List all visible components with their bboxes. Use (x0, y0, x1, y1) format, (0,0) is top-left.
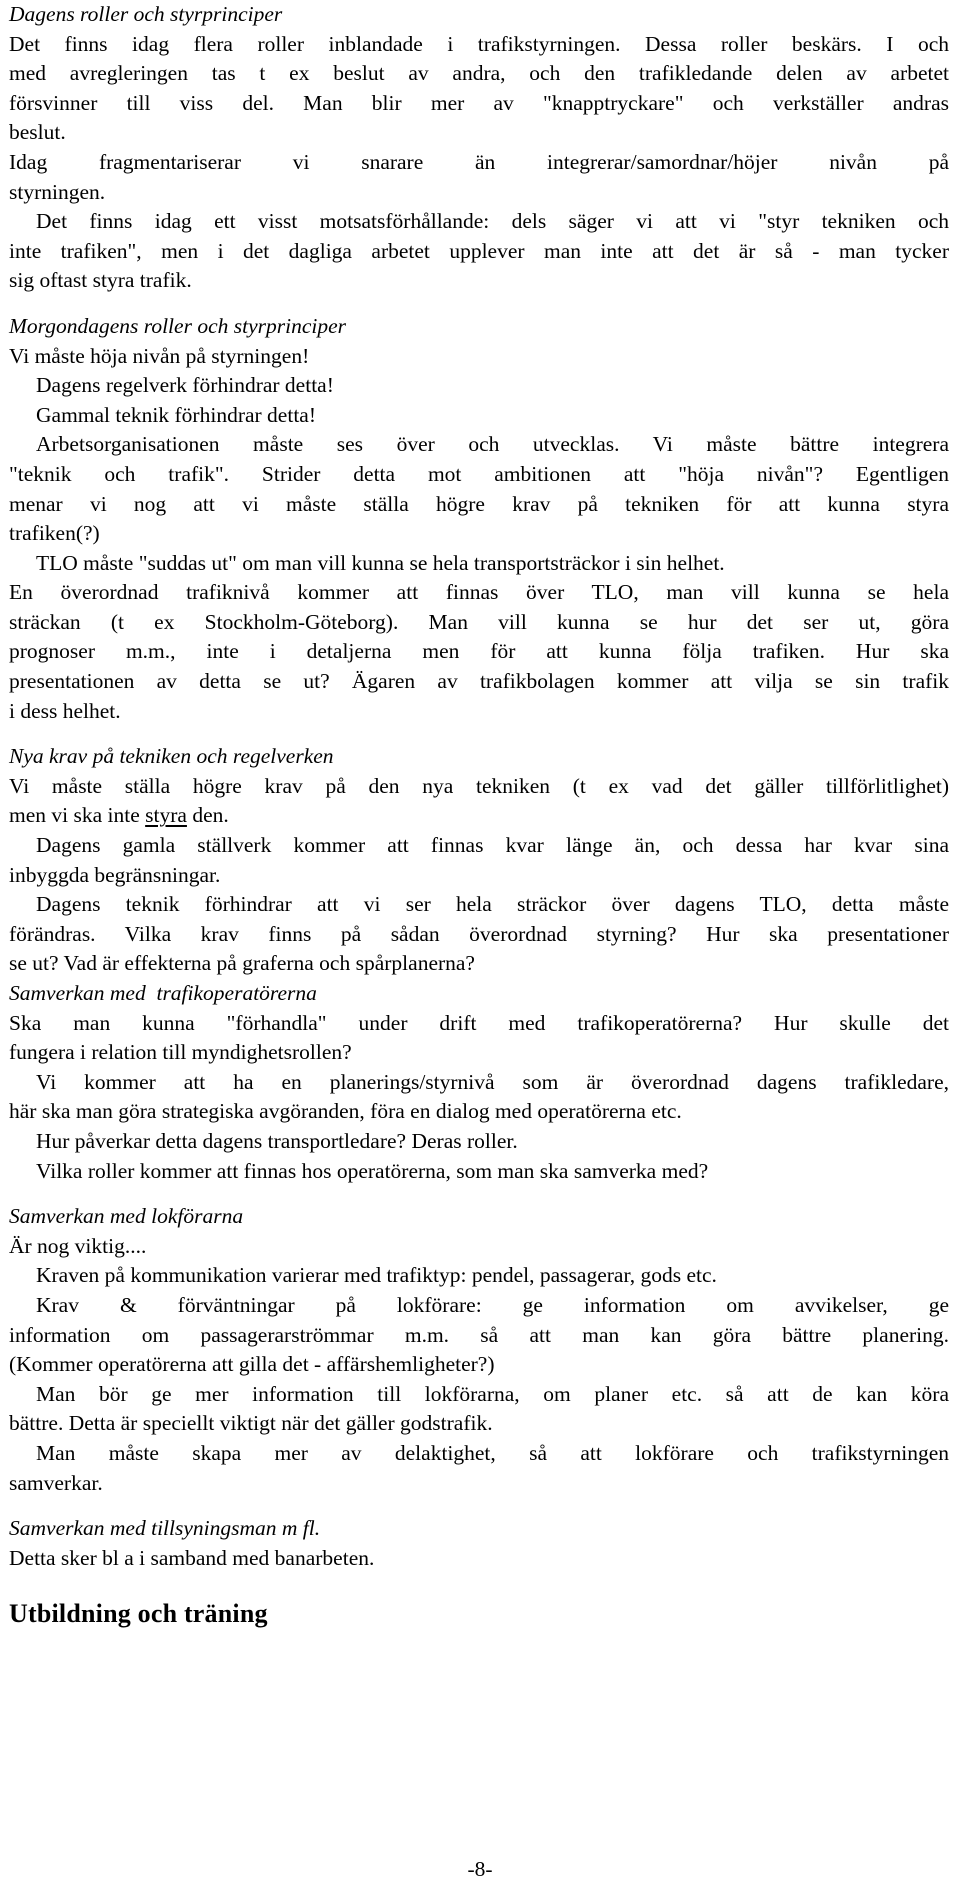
paragraph-line: sig oftast styra trafik. (9, 268, 192, 293)
section-lokforare (9, 1202, 949, 1498)
paragraph-line: (Kommer operatörerna att gilla det - affärshemligheter?) (9, 1352, 495, 1377)
chapter-heading: Utbildning och träning (9, 1599, 268, 1629)
text-fragment: men vi ska inte (9, 803, 146, 828)
paragraph-line: Ska man kunna "förhandla" under drift med trafikoperatörerna? Hur skulle det (9, 1010, 949, 1035)
paragraph-line: se ut? Vad är effekterna på graferna och spårplanerna? (9, 951, 475, 976)
paragraph-line: TLO måste "suddas ut" om man vill kunna se hela transportsträckor i sin helhet. (36, 550, 725, 575)
section-dagens (9, 0, 949, 296)
paragraph-line: Är nog viktig.... (9, 1233, 147, 1258)
paragraph-line: Vi måste ställa högre krav på den nya tekniken (t ex vad det gäller tillförlitlighet) (9, 773, 949, 798)
underlined-word: styra (145, 803, 187, 828)
paragraph-line: Det finns idag ett visst motsatsförhållande: dels säger vi att vi "styr tekniken och (36, 209, 949, 234)
section-trafikoperatorer (9, 979, 949, 1186)
section-heading: Nya krav på tekniken och regelverken (9, 744, 334, 769)
paragraph-line: Man måste skapa mer av delaktighet, så att lokförare och trafikstyrningen (36, 1440, 949, 1465)
paragraph-line: prognoser m.m., inte i detaljerna men för att kunna följa trafiken. Hur ska (9, 639, 949, 664)
page-number: -8- (467, 1857, 493, 1881)
paragraph-line: samverkar. (9, 1470, 103, 1495)
paragraph-line (9, 801, 949, 831)
paragraph-line: Dagens teknik förhindrar att vi ser hela sträckor över dagens TLO, detta måste (36, 892, 949, 917)
section-morgondagens (9, 312, 949, 726)
section-heading: Dagens roller och styrprinciper (9, 2, 283, 26)
paragraph-line: Gammal teknik förhindrar detta! (36, 402, 316, 427)
section-tillsyningsman (9, 1514, 949, 1573)
paragraph-line: med avregleringen tas t ex beslut av andra, och den trafikledande delen av arbetet (9, 61, 949, 86)
document-page (9, 0, 949, 1631)
paragraph-line: Vi kommer att ha en planerings/styrnivå som är överordnad dagens trafikledare, (36, 1069, 949, 1094)
text-fragment: den. (186, 803, 229, 828)
paragraph-line: presentationen av detta se ut? Ägaren av trafikbolagen kommer att vilja se sin trafik (9, 669, 949, 694)
paragraph-line: styrningen. (9, 179, 106, 204)
paragraph-line: inte trafiken", men i det dagliga arbetet upplever man inte att det är så - man tycker (9, 238, 949, 263)
paragraph-line: "teknik och trafik". Strider detta mot ambitionen att "höja nivån"? Egentligen (9, 461, 949, 486)
paragraph-line: beslut. (9, 120, 66, 145)
paragraph-line: försvinner till viss del. Man blir mer av "knapptryckare" och verkställer andras (9, 90, 949, 115)
section-heading: Samverkan med lokförarna (9, 1204, 244, 1229)
paragraph-line: Dagens regelverk förhindrar detta! (36, 373, 334, 398)
paragraph-line: Man bör ge mer information till lokförarna, om planer etc. så att de kan köra (36, 1381, 949, 1406)
paragraph-line: Vilka roller kommer att finnas hos operatörerna, som man ska samverka med? (36, 1158, 709, 1183)
paragraph-line: i dess helhet. (9, 698, 121, 723)
paragraph-line: Kraven på kommunikation varierar med trafiktyp: pendel, passagerar, gods etc. (36, 1263, 717, 1288)
paragraph-line: Dagens gamla ställverk kommer att finnas kvar länge än, och dessa har kvar sina (36, 833, 949, 858)
paragraph-line: Hur påverkar detta dagens transportledare? Deras roller. (36, 1128, 518, 1153)
paragraph-line: En överordnad trafiknivå kommer att finnas över TLO, man vill kunna se hela (9, 580, 949, 605)
section-heading: Morgondagens roller och styrprinciper (9, 313, 346, 338)
section-nya-krav (9, 742, 949, 979)
section-heading: Samverkan med tillsyningsman m fl. (9, 1516, 321, 1541)
paragraph-line: menar vi nog att vi måste ställa högre krav på tekniken för att kunna styra (9, 491, 949, 516)
paragraph-line: Arbetsorganisationen måste ses över och utvecklas. Vi måste bättre integrera (36, 432, 949, 457)
paragraph-line: Detta sker bl a i samband med banarbeten. (9, 1545, 375, 1570)
paragraph-line: information om passagerarströmmar m.m. så att man kan göra bättre planering. (9, 1322, 949, 1347)
paragraph-line: sträckan (t ex Stockholm-Göteborg). Man vill kunna se hur det ser ut, göra (9, 609, 949, 634)
section-heading: Samverkan med trafikoperatörerna (9, 981, 317, 1005)
paragraph-line: Vi måste höja nivån på styrningen! (9, 343, 310, 368)
paragraph-line: Det finns idag flera roller inblandade i trafikstyrningen. Dessa roller beskärs. I och (9, 31, 949, 56)
paragraph-line: bättre. Detta är speciellt viktigt när det gäller godstrafik. (9, 1411, 493, 1436)
section-utbildning (9, 1597, 949, 1631)
paragraph-line: fungera i relation till myndighetsrollen? (9, 1040, 352, 1065)
paragraph-line: Krav & förväntningar på lokförare: ge information om avvikelser, ge (36, 1292, 949, 1317)
paragraph-line: trafiken(?) (9, 521, 100, 546)
paragraph-line: Idag fragmentariserar vi snarare än integrerar/samordnar/höjer nivån på (9, 149, 949, 174)
paragraph-line: förändras. Vilka krav finns på sådan överordnad styrning? Hur ska presentationer (9, 921, 949, 946)
paragraph-line: här ska man göra strategiska avgöranden, föra en dialog med operatörerna etc. (9, 1099, 682, 1124)
paragraph-line: inbyggda begränsningar. (9, 862, 221, 887)
